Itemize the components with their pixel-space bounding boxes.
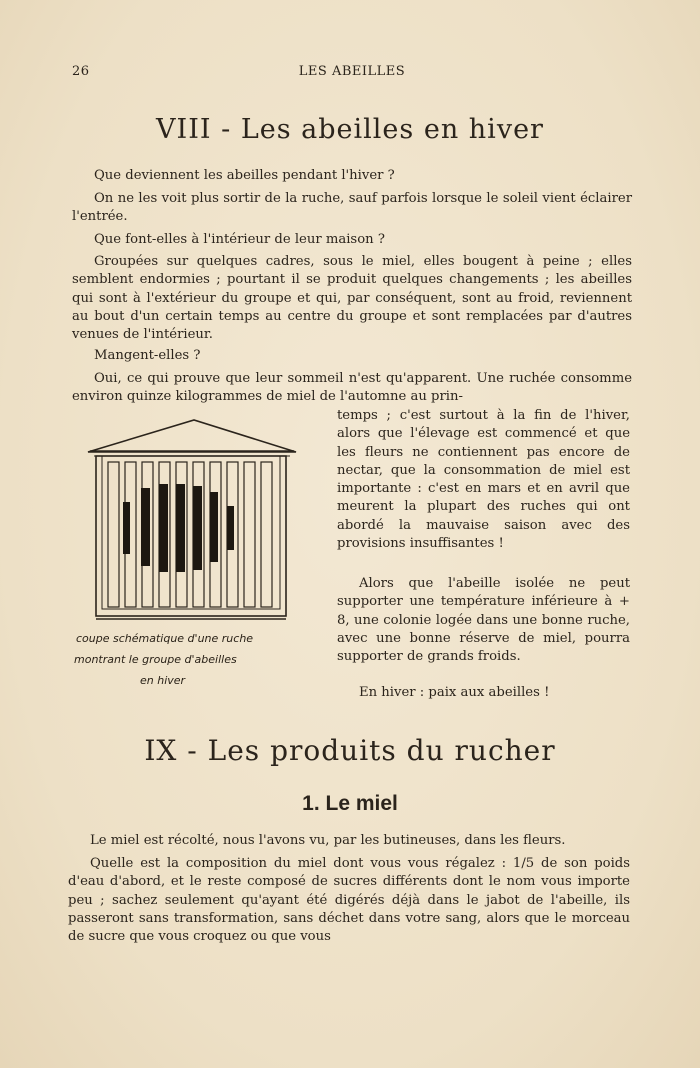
paragraph: Mangent-elles ?	[94, 348, 201, 363]
paragraph: En hiver : paix aux abeilles !	[359, 685, 550, 700]
paragraph: Alors que l'abeille isolée ne peut supporter une température inférieure à + 8, une colonie logée dans une bonne ruche, avec une bonne réserve de miel, pourra supporter de grands froids.	[337, 576, 630, 665]
hive-frame	[261, 462, 272, 607]
paragraph: Le miel est récolté, nous l'avons vu, par les butineuses, dans les fleurs.	[90, 833, 566, 848]
section-9-subtitle: 1. Le miel	[302, 792, 398, 815]
paragraph: On ne les voit plus sortir de la ruche, sauf parfois lorsque le soleil vient éclairer l'entrée.	[72, 191, 632, 225]
caption-line: coupe schématique d'une ruche	[76, 632, 254, 645]
hive-cross-section-illustration	[86, 414, 306, 639]
paragraph: Quelle est la composition du miel dont vous vous régalez : 1/5 de son poids d'eau d'abord, et le reste composé de sucres différents dont le nom vous importe peu ; sachez seulement qu'ayant été digérés déjà dans le jabot de l'abeille, ils passeront sans transformation, sans déchet dans votre sang, alors que le morceau de sucre que vous croquez ou que vous	[68, 856, 630, 945]
running-title: LES ABEILLES	[298, 64, 406, 79]
paragraph: Oui, ce qui prouve que leur sommeil n'est qu'apparent. Une ruchée consomme environ quinze kilogrammes de miel de l'automne au prin-	[72, 371, 632, 405]
section-9-title: IX - Les produits du rucher	[144, 734, 556, 767]
hive-frame	[244, 462, 255, 607]
section-8-title: VIII - Les abeilles en hiver	[156, 114, 544, 145]
page-number: 26	[72, 64, 90, 79]
caption-line: montrant le groupe d'abeilles	[74, 653, 237, 666]
paragraph: temps ; c'est surtout à la fin de l'hiver, alors que l'élevage est commencé et que les fleurs ne contiennent pas encore de nectar, que la consommation de miel est importante : c'est en mars et en avril que meurent la plupart des ruches qui ont abordé la mauvaise saison avec des provisions insuffisantes !	[337, 408, 630, 552]
paragraph: Groupées sur quelques cadres, sous le miel, elles bougent à peine ; elles semblent endormies ; pourtant il se produit quelques changements ; les abeilles qui sont à l'extérieur du groupe et qui, par conséquent, sont au froid, reviennent au bout d'un certain temps au centre du groupe et sont remplacées par d'autres venues de l'intérieur.	[72, 254, 632, 343]
figure-caption	[70, 628, 320, 691]
page-header	[72, 64, 632, 84]
hive-frame	[108, 462, 119, 607]
paragraph: Que font-elles à l'intérieur de leur maison ?	[94, 232, 385, 247]
paragraph: Que deviennent les abeilles pendant l'hiver ?	[94, 168, 395, 183]
caption-line: en hiver	[140, 674, 186, 687]
